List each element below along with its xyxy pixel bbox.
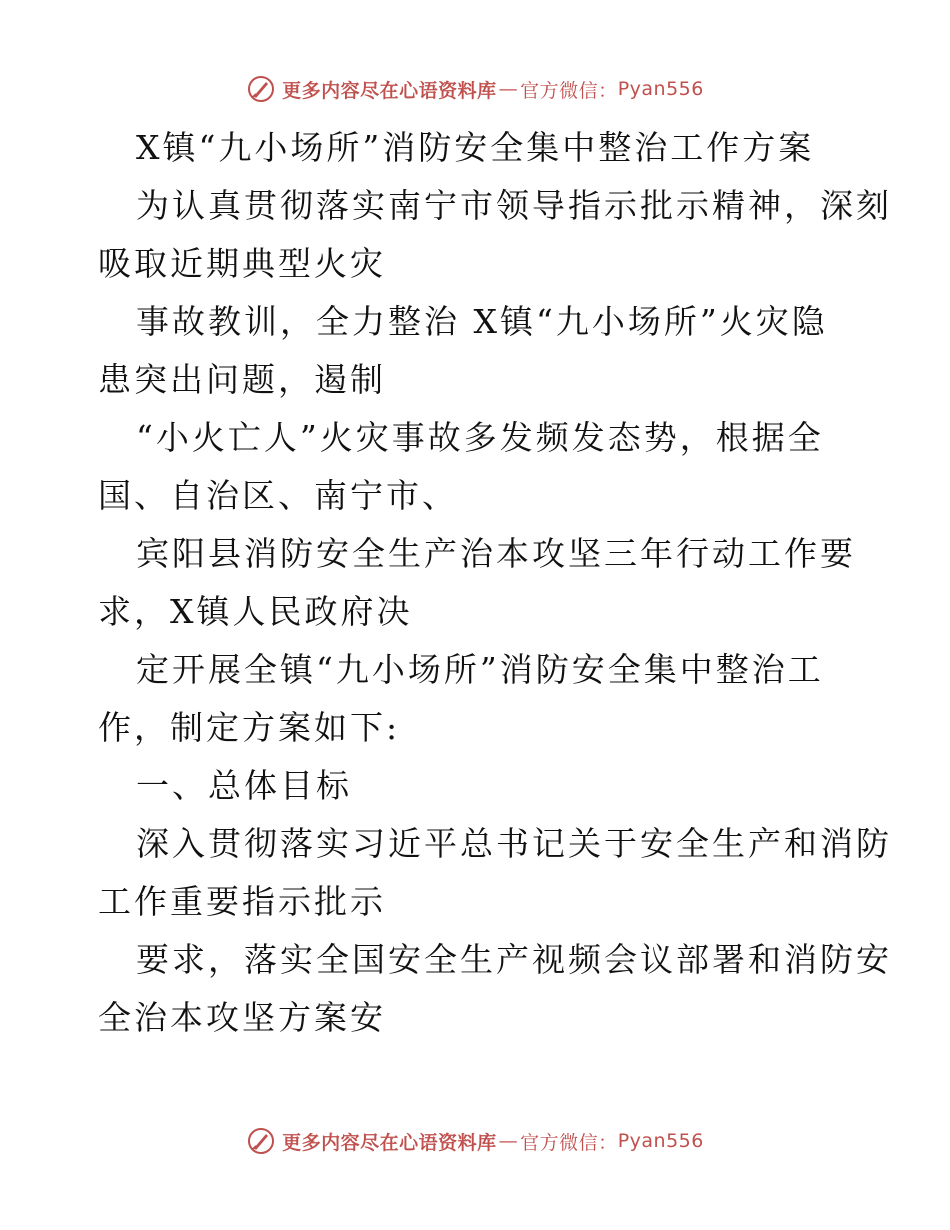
document-line: 为认真贯彻落实南宁市领导指示批示精神，深刻: [136, 186, 892, 225]
feather-pen-logo-icon: [246, 74, 276, 104]
document-body: [98, 119, 892, 1047]
watermark-wechat-id: Pyan556: [617, 1130, 704, 1152]
watermark-main-text: 更多内容尽在心语资料库: [282, 79, 497, 102]
footer-watermark: [0, 1126, 950, 1156]
watermark-main-text: 更多内容尽在心语资料库: [282, 1131, 497, 1154]
document-line: 一、总体目标: [136, 766, 352, 805]
watermark-separator: —: [498, 1130, 519, 1152]
document-line: 患突出问题，遏制: [98, 360, 386, 399]
document-line: 定开展全镇“九小场所”消防安全集中整治工: [136, 650, 824, 689]
document-line: 全治本攻坚方案安: [98, 998, 386, 1037]
document-line: X镇“九小场所”消防安全集中整治工作方案: [136, 128, 815, 167]
document-line: 要求，落实全国安全生产视频会议部署和消防安: [136, 940, 892, 979]
watermark-separator: —: [498, 78, 519, 100]
document-line: 国、自治区、南宁市、: [98, 476, 458, 515]
watermark-official-label: 官方微信：: [520, 79, 618, 102]
document-line: “小火亡人”火灾事故多发频发态势，根据全: [136, 418, 824, 457]
document-line: 求，X镇人民政府决: [98, 592, 413, 631]
document-line: 宾阳县消防安全生产治本攻坚三年行动工作要: [136, 534, 856, 573]
document-line: 作，制定方案如下:: [98, 708, 401, 747]
header-watermark: [0, 74, 950, 104]
watermark-wechat-id: Pyan556: [617, 78, 704, 100]
document-line: 事故教训，全力整治 X镇“九小场所”火灾隐: [136, 302, 828, 341]
document-line: 深入贯彻落实习近平总书记关于安全生产和消防: [136, 824, 892, 863]
feather-pen-logo-icon: [246, 1126, 276, 1156]
document-line: 工作重要指示批示: [98, 882, 386, 921]
watermark-official-label: 官方微信：: [520, 1131, 618, 1154]
document-line: 吸取近期典型火灾: [98, 244, 386, 283]
